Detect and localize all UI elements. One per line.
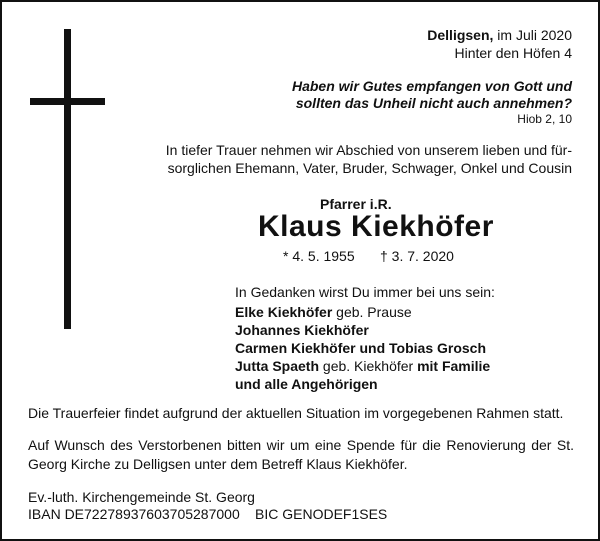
- iban: IBAN DE72278937603705287000: [28, 506, 240, 522]
- address: Hinter den Höfen 4: [454, 45, 572, 61]
- place: Delligsen,: [427, 27, 494, 43]
- donation-note: Auf Wunsch des Verstorbenen bitten wir um eine Spende für die Renovierung der St. Georg Kirche zu Delligsen unter dem Betreff Klaus Kiekhöfer.: [28, 437, 574, 472]
- mourner-jutta: Jutta Spaeth geb. Kiekhöfer mit Familie: [235, 358, 491, 374]
- death-date: † 3. 7. 2020: [380, 248, 454, 264]
- mourners-intro: In Gedanken wirst Du immer bei uns sein:: [235, 284, 495, 300]
- verse-reference: Hiob 2, 10: [517, 112, 572, 126]
- funeral-service-note: Die Trauerfeier findet aufgrund der aktuellen Situation im vorgegebenen Rahmen statt.: [28, 405, 564, 421]
- deceased-name: Klaus Kiekhöfer: [258, 210, 494, 243]
- mourner-johannes: Johannes Kiekhöfer: [235, 322, 369, 338]
- cross-icon-bar: [30, 98, 105, 105]
- mourner-elke: Elke Kiekhöfer geb. Prause: [235, 304, 412, 320]
- deceased-title: Pfarrer i.R.: [320, 196, 392, 212]
- place-date: [427, 26, 572, 45]
- announcement-line-1: In tiefer Trauer nehmen wir Abschied von unserem lieben und für-: [165, 142, 572, 158]
- mourner-carmen-tobias: Carmen Kiekhöfer und Tobias Grosch: [235, 340, 487, 356]
- date: im Juli 2020: [493, 27, 572, 43]
- bic: BIC GENODEF1SES: [255, 506, 388, 522]
- parish-name: Ev.-luth. Kirchengemeinde St. Georg: [28, 489, 255, 505]
- announcement-line-2: sorglichen Ehemann, Vater, Bruder, Schwager, Onkel und Cousin: [167, 160, 572, 176]
- verse-line-2: sollten das Unheil nicht auch annehmen?: [295, 95, 572, 111]
- cross-icon: [64, 29, 71, 329]
- mourner-all: und alle Angehörigen: [235, 376, 378, 392]
- birth-date: * 4. 5. 1955: [283, 248, 355, 264]
- verse-line-1: Haben wir Gutes empfangen von Gott und: [291, 78, 572, 94]
